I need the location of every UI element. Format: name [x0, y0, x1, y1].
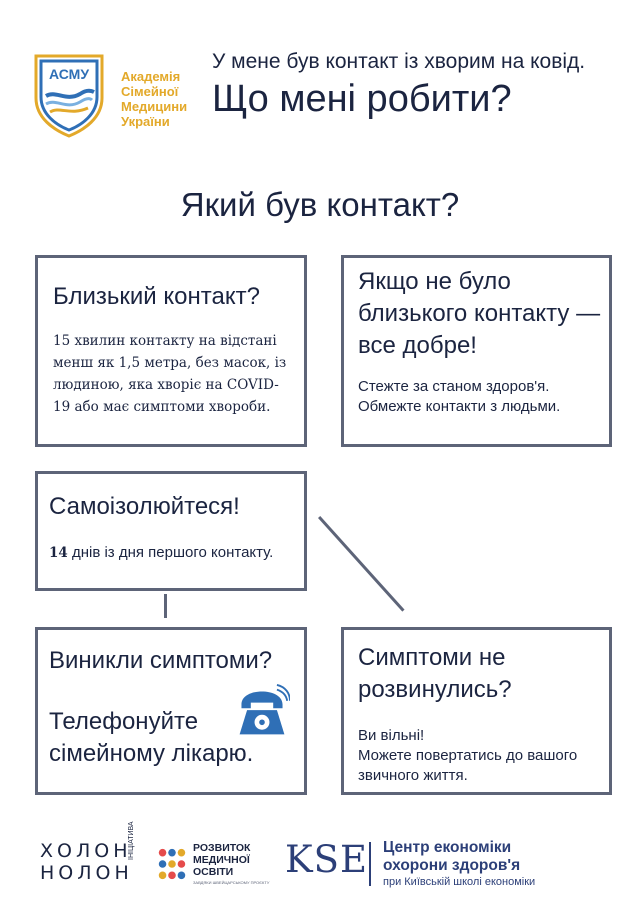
holon-logo: [40, 821, 150, 890]
kse-subtitle: при Київській школі економіки: [383, 876, 536, 888]
self-isolate-text: [49, 543, 299, 563]
no-close-contact-box: [341, 255, 612, 447]
phone-icon: [234, 684, 290, 740]
close-contact-title: Близький контакт?: [53, 283, 260, 310]
page-title: Що мені робити?: [212, 78, 512, 120]
logo-row: ХОЛОН: [40, 840, 132, 862]
close-contact-text: 15 хвилин контакту на відстані менш як 1,5 метра, без масок, із людиною, яка хворіє на COVID-19 або має симптоми хвороби.: [53, 333, 287, 415]
logo-side-text: ІНІЦІАТИВА: [128, 821, 135, 860]
no-symptoms-text: [358, 726, 608, 786]
logo-row: НОЛОН: [40, 862, 133, 884]
isolation-days-text: днів із дня першого контакту.: [67, 544, 274, 561]
self-isolate-box: [35, 471, 307, 591]
kse-center-name: [383, 839, 520, 875]
people-icon: [155, 844, 189, 884]
text-line: сімейному лікарю.: [49, 740, 254, 767]
connector-line: [318, 516, 405, 612]
med-education-logo: [155, 842, 280, 890]
text-line: Симптоми не: [358, 644, 506, 671]
logo-line: РОЗВИТОК: [193, 842, 251, 854]
academy-line: Академія: [121, 69, 181, 84]
text-line: Обмежте контакти з людьми.: [358, 398, 561, 415]
self-isolate-title: Самоізолюйтеся!: [49, 493, 240, 520]
text-line: Ви вільні!: [358, 727, 425, 744]
text-line: Можете повертатись до вашого: [358, 747, 578, 764]
acmu-logo: [32, 52, 106, 138]
no-close-contact-title: Якщо не було близького контакту — все добре!: [358, 268, 601, 359]
symptoms-appeared-title: Виникли симптоми?: [49, 647, 273, 674]
logo-caption: ЗАВДЯКИ ШВЕЙЦАРСЬКОМУ ПРОЄКТУ: [193, 880, 270, 885]
academy-line: України: [121, 114, 170, 129]
academy-line: Сімейної: [121, 84, 179, 99]
text-line: звичного життя.: [358, 767, 468, 784]
academy-name: [121, 69, 206, 129]
text-line: Стежте за станом здоров'я.: [358, 378, 550, 395]
text-line: охорони здоров'я: [383, 857, 521, 874]
logo-line: МЕДИЧНОЇ: [193, 854, 250, 866]
isolation-days: 14: [49, 545, 68, 561]
logo-line: ОСВІТИ: [193, 866, 234, 878]
no-close-contact-text: [358, 377, 608, 417]
no-symptoms-title: [358, 642, 512, 706]
kse-divider: [369, 842, 371, 886]
call-doctor-text: [49, 706, 253, 770]
text-line: Телефонуйте: [49, 708, 199, 735]
logo-text: АСМУ: [48, 66, 90, 82]
symptoms-appeared-box: [35, 627, 307, 795]
no-symptoms-box: [341, 627, 612, 795]
page-subtitle: У мене був контакт із хворим на ковід.: [212, 50, 586, 73]
section-title: Який був контакт?: [180, 186, 460, 223]
connector-line: [164, 594, 167, 618]
academy-line: Медицини: [121, 99, 188, 114]
text-line: Центр економіки: [383, 839, 512, 856]
text-line: розвинулись?: [358, 676, 512, 703]
kse-logo: KSE: [285, 838, 368, 881]
close-contact-box: [35, 255, 307, 447]
